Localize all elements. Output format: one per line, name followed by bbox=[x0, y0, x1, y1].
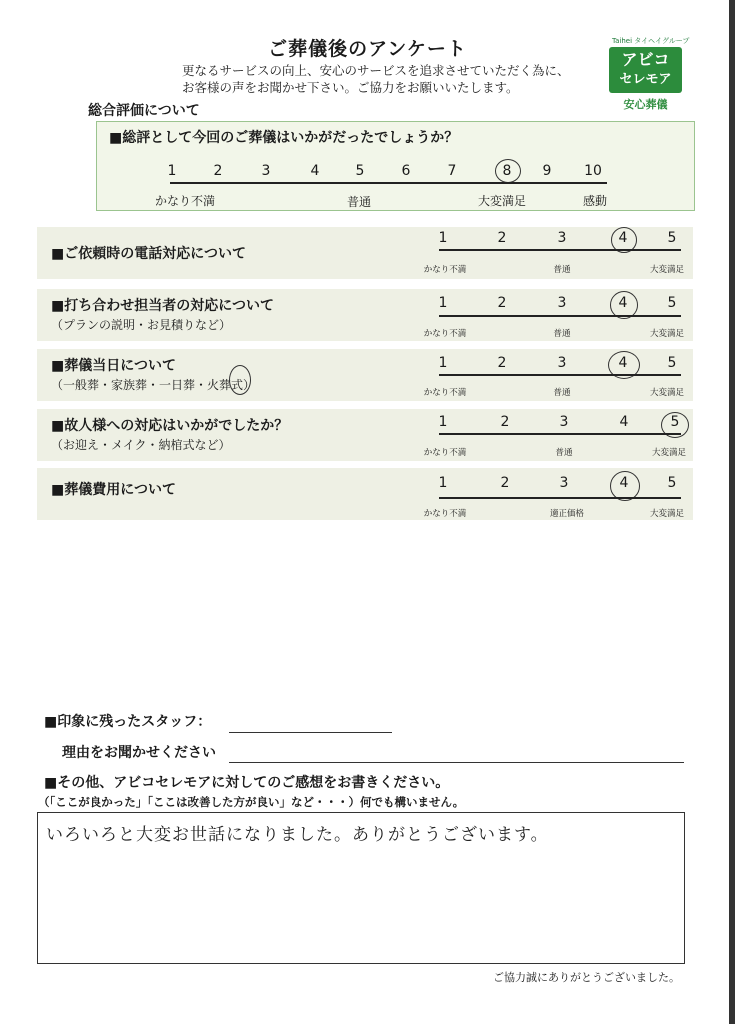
scale-line bbox=[170, 182, 607, 184]
scale-number[interactable]: 3 bbox=[261, 163, 271, 179]
overall-scale bbox=[97, 122, 694, 210]
scan-edge bbox=[729, 0, 735, 1024]
reason-input-line[interactable] bbox=[229, 762, 684, 763]
logo-line2: セレモア bbox=[619, 72, 672, 87]
reason-label: 理由をお聞かせください bbox=[62, 745, 216, 761]
rating-row-cost bbox=[37, 468, 693, 520]
scale-number[interactable]: 4 bbox=[619, 414, 629, 430]
scale-number[interactable]: 2 bbox=[500, 414, 510, 430]
scale-number[interactable]: 4 bbox=[310, 163, 320, 179]
comments-subheading: （「ここが良かった」「ここは改善した方が良い」など・・・）何でも構いません。 bbox=[38, 795, 465, 809]
scale-number[interactable]: 3 bbox=[559, 414, 569, 430]
scale-number[interactable]: 2 bbox=[213, 163, 223, 179]
staff-input-line[interactable] bbox=[229, 732, 392, 733]
brand-small-text: Taihei タイヘイグループ bbox=[612, 37, 690, 45]
intro-line: 更なるサービスの向上、安心のサービスを追求させていただく為に、 bbox=[182, 63, 570, 78]
scale-label: 普通 bbox=[553, 329, 571, 339]
rating-row-planner bbox=[37, 289, 693, 341]
scale-label: 感動 bbox=[582, 194, 608, 208]
scale-number[interactable]: 4 bbox=[619, 475, 629, 491]
scale-number[interactable]: 5 bbox=[667, 295, 677, 311]
scale-number[interactable]: 2 bbox=[497, 295, 507, 311]
row-question: ■葬儀費用について bbox=[51, 482, 176, 498]
scale-number[interactable]: 5 bbox=[667, 475, 677, 491]
scale-number[interactable]: 3 bbox=[559, 475, 569, 491]
scale-number[interactable]: 7 bbox=[447, 163, 457, 179]
scale-number[interactable]: 3 bbox=[557, 230, 567, 246]
row-question: ■葬儀当日について bbox=[51, 358, 176, 374]
scale-label: かなり不満 bbox=[423, 388, 467, 398]
scale-number[interactable]: 2 bbox=[497, 230, 507, 246]
company-logo bbox=[609, 47, 682, 93]
scale-number[interactable]: 1 bbox=[438, 355, 448, 371]
scale-label: 大変満足 bbox=[651, 448, 687, 458]
rating-row-deceased-care bbox=[37, 409, 693, 461]
row-question: ■打ち合わせ担当者の対応について bbox=[51, 298, 274, 314]
scale-number[interactable]: 3 bbox=[557, 295, 567, 311]
scale-label: かなり不満 bbox=[423, 329, 467, 339]
scale-number[interactable]: 5 bbox=[667, 355, 677, 371]
footer-thanks: ご協力誠にありがとうございました。 bbox=[493, 971, 680, 984]
scale-label: 大変満足 bbox=[649, 265, 685, 275]
row-note: （プランの説明・お見積りなど） bbox=[51, 318, 232, 332]
scale-number[interactable]: 1 bbox=[438, 414, 448, 430]
scale-label: かなり不満 bbox=[423, 265, 467, 275]
scale-number[interactable]: 4 bbox=[618, 230, 628, 246]
scale-line bbox=[439, 374, 681, 376]
selected-circle bbox=[495, 159, 521, 183]
scale-number[interactable]: 5 bbox=[667, 230, 677, 246]
overall-question: ■総評として今回のご葬儀はいかがだったでしょうか？ bbox=[109, 130, 459, 146]
scale-number[interactable]: 4 bbox=[618, 355, 628, 371]
scale-line bbox=[439, 433, 681, 435]
scale-label: 大変満足 bbox=[649, 329, 685, 339]
scale-number[interactable]: 3 bbox=[557, 355, 567, 371]
row-note: （一般葬・家族葬・一日葬・火葬式） bbox=[51, 378, 256, 392]
logo-line1: アビコ bbox=[621, 50, 670, 69]
scale-number[interactable]: 9 bbox=[542, 163, 552, 179]
scale-number[interactable]: 1 bbox=[438, 295, 448, 311]
scale-label: 大変満足 bbox=[649, 509, 685, 519]
overall-heading: 総合評価について bbox=[88, 103, 200, 119]
scale-label: かなり不満 bbox=[423, 448, 467, 458]
page-title: ご葬儀後のアンケート bbox=[268, 38, 467, 60]
scale-number[interactable]: 1 bbox=[167, 163, 177, 179]
scale-line bbox=[439, 249, 681, 251]
scale-label: 大変満足 bbox=[649, 388, 685, 398]
row-question: ■ご依頼時の電話対応について bbox=[51, 246, 246, 262]
overall-rating-box bbox=[96, 121, 695, 211]
scale-number[interactable]: 1 bbox=[438, 230, 448, 246]
scale-label: かなり不満 bbox=[423, 509, 467, 519]
rating-row-funeral-day bbox=[37, 349, 693, 401]
row-note: （お迎え・メイク・納棺式など） bbox=[51, 438, 231, 452]
scale-number[interactable]: 2 bbox=[497, 355, 507, 371]
scale-label: 普通 bbox=[553, 388, 571, 398]
scale-label: 大変満足 bbox=[477, 194, 527, 208]
scale-line bbox=[439, 497, 681, 499]
option-circle bbox=[229, 365, 251, 395]
scale-number[interactable]: 5 bbox=[670, 414, 680, 430]
staff-label: ■印象に残ったスタッフ： bbox=[44, 714, 212, 730]
scale-line bbox=[439, 315, 681, 317]
scale-label: 普通 bbox=[346, 195, 372, 209]
comments-heading: ■その他、アビコセレモアに対してのご感想をお書きください。 bbox=[44, 775, 450, 791]
rating-row-phone bbox=[37, 227, 693, 279]
scale-label: 普通 bbox=[553, 265, 571, 275]
scale-number[interactable]: 4 bbox=[618, 295, 628, 311]
scale-number[interactable]: 1 bbox=[438, 475, 448, 491]
row-question: ■故人様への対応はいかがでしたか？ bbox=[51, 418, 289, 434]
scale-label: 普通 bbox=[555, 448, 573, 458]
scale-number[interactable]: 2 bbox=[500, 475, 510, 491]
scale-label: かなり不満 bbox=[154, 194, 216, 208]
scale-number[interactable]: 5 bbox=[355, 163, 365, 179]
intro-text bbox=[182, 62, 570, 96]
handwritten-comment: いろいろと大変お世話になりました。ありがとうございます。 bbox=[46, 825, 549, 845]
logo-subtitle: 安心葬儀 bbox=[623, 98, 668, 111]
intro-line: お客様の声をお聞かせ下さい。ご協力をお願いいたします。 bbox=[182, 80, 519, 95]
scale-number[interactable]: 8 bbox=[502, 163, 512, 179]
scale-number[interactable]: 6 bbox=[401, 163, 411, 179]
comments-box[interactable] bbox=[37, 812, 685, 964]
scale-number[interactable]: 10 bbox=[584, 163, 602, 179]
scale-label: 適正価格 bbox=[549, 509, 585, 519]
